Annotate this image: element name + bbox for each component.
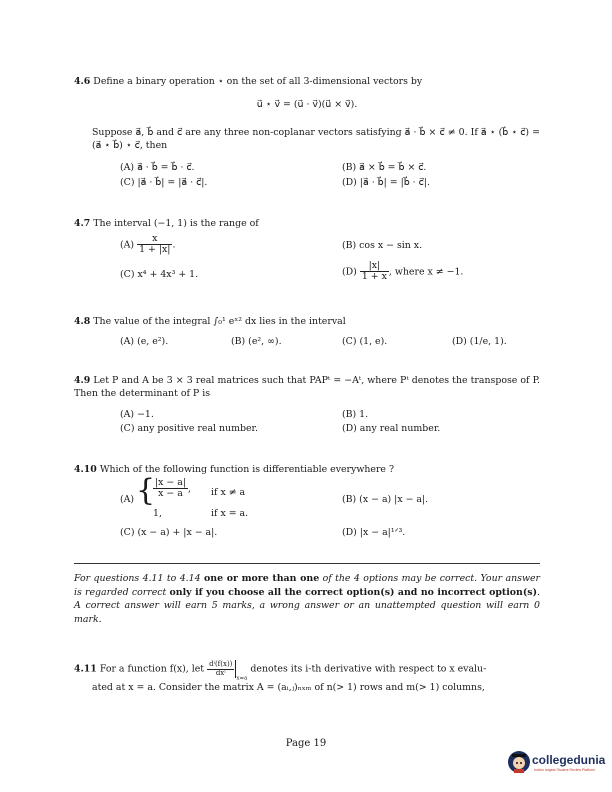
question-4-8 — [74, 316, 540, 329]
option-d: (D) (1/e, 1). — [452, 336, 507, 347]
evaluation-subscript: x=a — [236, 675, 248, 682]
piecewise-case-2: 1, — [153, 508, 162, 519]
question-text: denotes its i-th derivative with respect to x evalu- — [250, 663, 487, 675]
fraction-denominator: x − a — [158, 488, 183, 500]
option-label: (D) — [342, 266, 357, 278]
option-b: (B) cos x − sin x. — [342, 240, 423, 251]
fraction-numerator: |x| — [360, 261, 389, 272]
mascot-icon — [508, 751, 530, 773]
fraction-denominator: dxⁱ — [215, 668, 226, 677]
question-text: Which of the following function is differentiable everywhere ? — [99, 464, 394, 475]
option-a: (A) −1. — [120, 409, 154, 420]
option-a: (A) a⃗ · b⃗ = b⃗ · c⃗. — [120, 162, 195, 173]
option-b: (B) (x − a) |x − a|. — [342, 494, 429, 505]
instructions-text: . A correct answer will earn 5 marks, a wrong answer or an unattempted question will earn 0 mark. — [74, 586, 541, 625]
question-4-7 — [74, 218, 540, 231]
question-text: Let P and A be 3 × 3 real matrices such that PAPᵗ = −Aᵗ, where Pᵗ denotes the transpose of P. Then the determinant of P is — [74, 375, 541, 399]
option-b: (B) 1. — [342, 409, 369, 420]
piecewise-condition-1: if x ≠ a — [211, 487, 246, 498]
question-number: 4.10 — [74, 464, 97, 475]
derivative-fraction — [207, 661, 234, 677]
question-number: 4.11 — [74, 663, 97, 675]
fraction-numerator: |x − a| — [155, 477, 187, 488]
fraction — [137, 234, 172, 256]
option-d: (D) any real number. — [342, 423, 441, 434]
option-b: (B) a⃗ × b⃗ = b⃗ × c⃗. — [342, 162, 427, 173]
brand-name: collegedunia — [532, 753, 606, 767]
option-d: (D) |x − a|¹ᐟ³. — [342, 527, 406, 538]
question-number: 4.9 — [74, 375, 91, 386]
instructions-bold: one or more than one — [204, 573, 320, 584]
option-c: (C) |a⃗ · b⃗| = |a⃗ · c⃗|. — [120, 177, 208, 188]
question-text: The value of the integral ∫₀¹ eˣ² dx lies in the interval — [93, 316, 346, 327]
question-4-11 — [74, 660, 540, 683]
operation-formula: u⃗ ⋆ v⃗ = (u⃗ · v⃗)(u⃗ × v⃗). — [256, 99, 358, 110]
question-number: 4.6 — [74, 76, 91, 87]
option-a-label: (A) — [120, 494, 135, 505]
page-number: Page 19 — [285, 738, 327, 749]
option-d — [342, 261, 463, 283]
question-body: Suppose a⃗, b⃗ and c⃗ are any three non-coplanar vectors satisfying a⃗ · b⃗ × c⃗ ≠ 0. If a⃗ ⋆ (b⃗ ⋆ c⃗) = (a⃗ ⋆ b⃗) ⋆ c⃗, then — [92, 127, 540, 151]
brand-logo — [508, 748, 604, 778]
question-text: Define a binary operation ⋆ on the set of all 3-dimensional vectors by — [93, 76, 423, 87]
option-b: (B) (e², ∞). — [231, 336, 282, 347]
option-a: (A) (e, e²). — [120, 336, 169, 347]
fraction — [360, 261, 389, 283]
option-tail: . — [172, 239, 176, 251]
question-text: For a function f(x), let — [99, 663, 205, 675]
question-number: 4.8 — [74, 316, 91, 327]
fraction-denominator: 1 + |x| — [139, 244, 171, 256]
piecewise-brace: { — [136, 473, 156, 508]
option-c: (C) (x − a) + |x − a|. — [120, 527, 218, 538]
question-4-6 — [74, 76, 540, 89]
instructions-text: of the 4 options may be correct. Your answer is regarded correct — [74, 573, 541, 598]
question-4-11-line2: ated at x = a. Consider the matrix A = (aᵢ,ⱼ)ₙₓₘ of n(> 1) rows and m(> 1) columns, — [92, 682, 485, 693]
fraction-numerator: dⁱ(f(x)) — [209, 659, 233, 668]
option-c: (C) x⁴ + 4x³ + 1. — [120, 269, 199, 280]
option-c: (C) (1, e). — [342, 336, 388, 347]
fraction — [153, 478, 188, 500]
option-tail: , where x ≠ −1. — [388, 266, 464, 278]
question-4-9 — [74, 375, 540, 400]
instructions — [74, 572, 540, 627]
fraction-denominator: 1 + x — [361, 271, 387, 283]
instructions-text: For questions 4.11 to 4.14 — [74, 573, 205, 584]
option-label: (A) — [120, 239, 135, 251]
instructions-bold: only if you choose all the correct option(s) and no incorrect option(s) — [169, 586, 538, 598]
question-number: 4.7 — [74, 218, 91, 229]
section-divider — [74, 563, 540, 564]
option-d: (D) |a⃗ · b⃗| = |b⃗ · c⃗|. — [342, 177, 430, 188]
brand-tagline: India's largest Student Review Platform — [534, 768, 595, 772]
option-c: (C) any positive real number. — [120, 423, 258, 434]
question-text: The interval (−1, 1) is the range of — [93, 218, 259, 229]
piecewise-case-1: $\frac{|x - a|}{x - a}$ , — [155, 477, 191, 500]
fraction-numerator: x — [137, 234, 172, 245]
piecewise-condition-2: if x = a. — [211, 508, 249, 519]
option-a — [120, 234, 175, 256]
